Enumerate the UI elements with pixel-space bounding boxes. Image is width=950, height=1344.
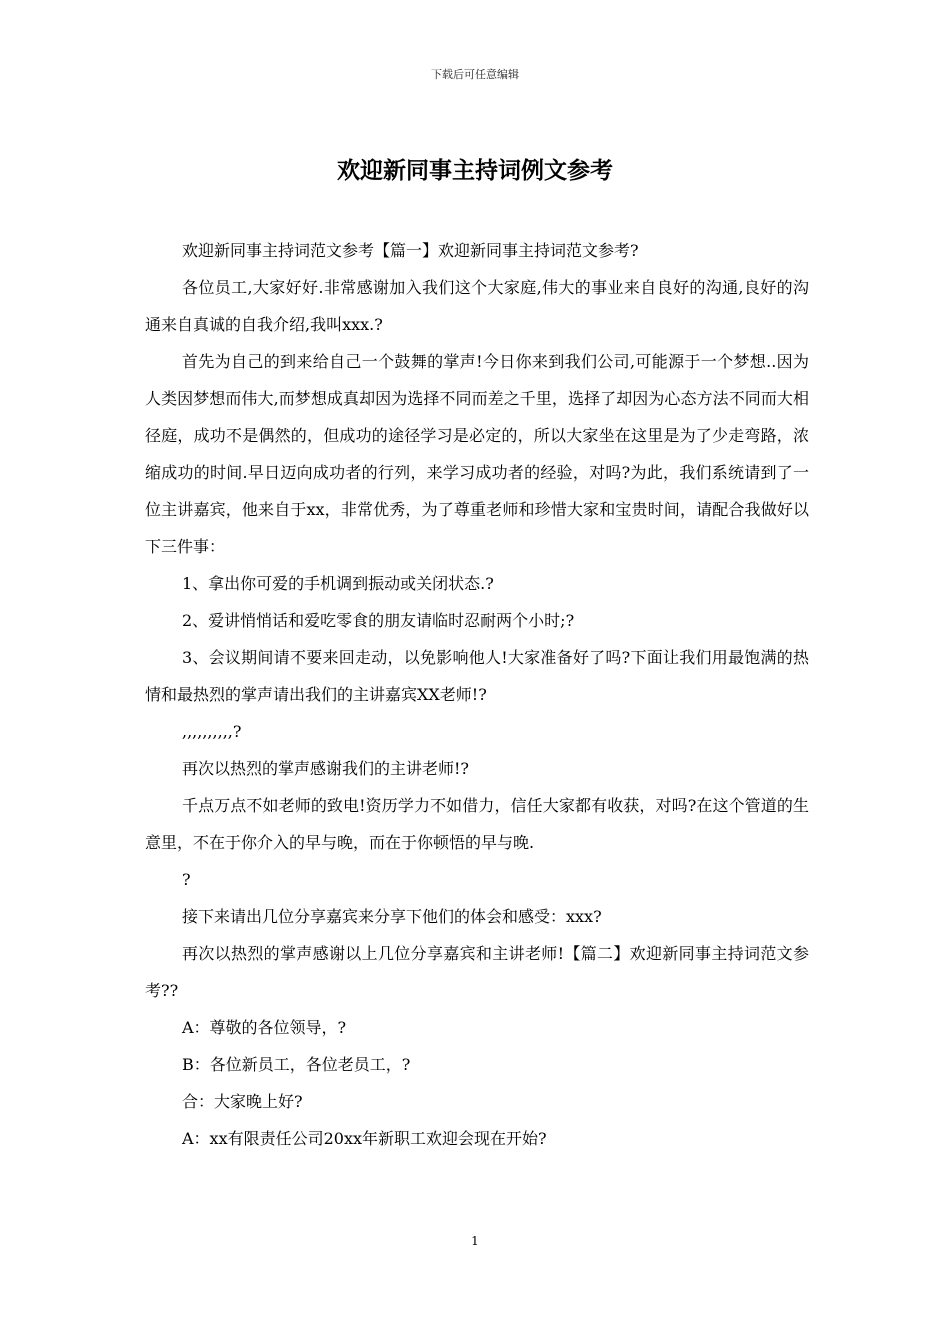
paragraph-rule-1: 1、拿出你可爱的手机调到振动或关闭状态.? bbox=[182, 574, 494, 593]
paragraph-opening: 首先为自己的到来给自己一个鼓舞的掌声!今日你来到我们公司,可能源于一个梦想..因为人类因梦想而伟大,而梦想成真却因为选择不同而差之千里，选择了却因为心态方法不同而大相径庭，成功不是偶然的，但成功的途径学习是必定的，所以大家坐在这里是为了少走弯路，浓缩成功的时间.早日迈向成功者的行列，来学习成功者的经验，对吗?为此，我们系统请到了一位主讲嘉宾，他来自于xx，非常优秀，为了尊重老师和珍惜大家和宝贵时间，请配合我做好以下三件事： bbox=[145, 352, 809, 556]
paragraph-intro: 欢迎新同事主持词范文参考【篇一】欢迎新同事主持词范文参考? bbox=[182, 241, 639, 260]
paragraph-line-together: 合：大家晚上好? bbox=[182, 1092, 303, 1111]
paragraph-borrow-power: 千点万点不如老师的致电!资历学力不如借力，信任大家都有收获，对吗?在这个管道的生意里，不在于你介入的早与晚，而在于你顿悟的早与晚. bbox=[145, 796, 809, 852]
paragraph-rule-2: 2、爱讲悄悄话和爱吃零食的朋友请临时忍耐两个小时;? bbox=[182, 611, 575, 630]
paragraph-thanks-all: 再次以热烈的掌声感谢以上几位分享嘉宾和主讲老师!【篇二】欢迎新同事主持词范文参考?? bbox=[145, 944, 809, 1000]
paragraph-share-guests: 接下来请出几位分享嘉宾来分享下他们的体会和感受：xxx? bbox=[182, 907, 602, 926]
page-number: 1 bbox=[471, 1234, 479, 1248]
paragraph-thanks-teacher: 再次以热烈的掌声感谢我们的主讲老师!? bbox=[182, 759, 470, 778]
document-body bbox=[145, 232, 809, 1157]
page-header-note: 下载后可任意编辑 bbox=[431, 68, 519, 81]
paragraph-question-mark: ? bbox=[182, 870, 191, 889]
paragraph-greeting: 各位员工,大家好好.非常感谢加入我们这个大家庭,伟大的事业来自良好的沟通,良好的沟通来自真诚的自我介绍,我叫xxx.? bbox=[145, 278, 809, 334]
paragraph-ellipsis: ,,,,,,,,,,? bbox=[182, 722, 242, 741]
document-title: 欢迎新同事主持词例文参考 bbox=[337, 157, 613, 184]
paragraph-line-b-1: B：各位新员工，各位老员工，? bbox=[182, 1055, 411, 1074]
paragraph-line-a-1: A：尊敬的各位领导，? bbox=[182, 1018, 347, 1037]
paragraph-rule-3: 3、会议期间请不要来回走动，以免影响他人!大家准备好了吗?下面让我们用最饱满的热情和最热烈的掌声请出我们的主讲嘉宾XX老师!? bbox=[145, 648, 809, 704]
paragraph-line-a-2: A：xx有限责任公司20xx年新职工欢迎会现在开始? bbox=[182, 1129, 547, 1148]
